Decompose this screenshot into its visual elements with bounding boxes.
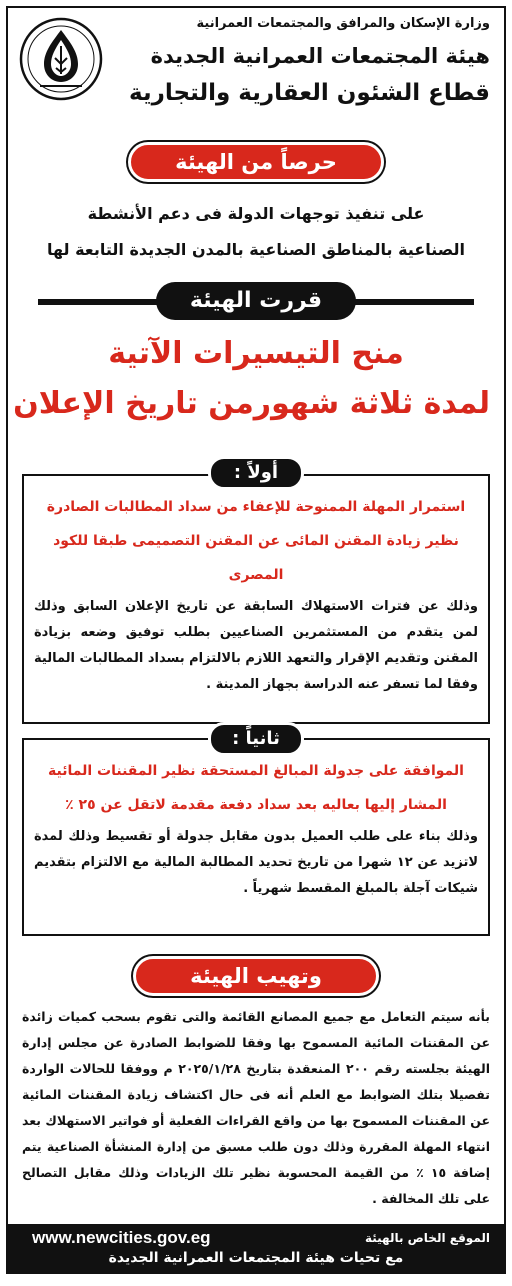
headline-line-1: منح التيسيرات الآتية	[108, 336, 404, 371]
intro-text	[22, 196, 490, 268]
section-first-heading	[24, 490, 488, 592]
section-first-body: وذلك عن فترات الاستهلاك السابقة عن تاريخ الإعلان السابق وذلك لمن يتقدم من المستثمرين الصناعيين بطلب توفيق وضعه بزيادة المقنن وتقديم الإقرار والتعهد اللازم بالالتزام بسداد المطالبات المالية وفقا لما تسفر عنه الدراسة بجهاز المدينة .	[34, 599, 478, 692]
section-first	[22, 474, 490, 724]
section-second	[22, 738, 490, 936]
authority-logo	[18, 16, 104, 102]
decided-label: قررت الهيئة	[156, 282, 356, 320]
intro-line-2: الصناعية بالمناطق الصناعية بالمدن الجديدة التابعة لها	[46, 240, 466, 259]
headline-line-2: لمدة ثلاثة شهورمن تاريخ الإعلان	[13, 386, 490, 421]
sector-name: قطاع الشئون العقارية والتجارية	[129, 80, 490, 106]
advertisement-page	[6, 6, 506, 1274]
appeal-body: بأنه سيتم التعامل مع جميع المصانع القائمة والتى تقوم بسحب كميات زائدة عن المقننات المائية المسموح بها وفقا للضوابط الصادرة عن مجلس إدارة الهيئة بجلسته رقم ٢٠٠ المنعقدة بتاريخ ٢٠٢٥/١/٢٨ م ووفقا للحالات الواردة تفصيلا بتلك الضوابط مع العلم أنه فى حال اكتشاف زيادة المقننات المائية عن المقننات المسموح بها من واقع القراءات الفعلية أو فواتير الاستهلاك بعد انتهاء المهلة المقررة وذلك دون طلب مسبق من إدارة المنشأة الصناعية يتم إضافة ١٥ ٪ من القيمة المحسوبة نظير تلك الزيادات وذلك مقابل التصالح على تلك المخالفة .	[22, 1009, 490, 1206]
tag-second: ثانياً :	[208, 722, 304, 756]
decided-bar	[38, 280, 474, 324]
section-second-red-line-1: الموافقة على جدولة المبالغ المستحقة نظير المقننات المائية	[48, 763, 464, 779]
footer-regards: مع تحيات هيئة المجتمعات العمرانية الجديدة	[108, 1250, 404, 1266]
footer-website-row	[22, 1228, 490, 1250]
intro-line-1: على تنفيذ توجهات الدولة فى دعم الأنشطة	[87, 204, 425, 223]
banner-eagerness: حرصاً من الهيئة	[128, 142, 384, 182]
section-second-body: وذلك بناء على طلب العميل بدون مقابل جدولة أو تقسيط وذلك لمدة لاتزيد عن ١٢ شهرا من تاريخ تحديد المطالبة المالية مع الالتزام بتقديم شيكات آجلة بالمبلغ المقسط شهرياً .	[34, 829, 479, 896]
section-second-heading	[24, 754, 488, 822]
header	[8, 8, 504, 116]
tag-first: أولاً :	[208, 456, 304, 490]
section-second-red-line-2: المشار إليها بعاليه بعد سداد دفعة مقدمة لاتقل عن ٢٥ ٪	[65, 797, 447, 813]
section-first-red-line-1: استمرار المهلة الممنوحة للإعفاء من سداد المطالبات الصادرة	[46, 499, 466, 515]
website-label: الموقع الخاص بالهيئة	[364, 1231, 490, 1245]
footer	[8, 1224, 504, 1272]
ministry-name: وزارة الإسكان والمرافق والمجتمعات العمرانية	[196, 16, 490, 31]
banner-appeal: وتهيب الهيئة	[133, 956, 379, 996]
authority-name: هيئة المجتمعات العمرانية الجديدة	[150, 44, 490, 68]
section-first-red-line-2: نظير زيادة المقنن المائى عن المقنن التصميمى طبقا للكود المصرى	[53, 533, 459, 583]
website-link[interactable]: www.newcities.gov.eg	[32, 1228, 211, 1247]
